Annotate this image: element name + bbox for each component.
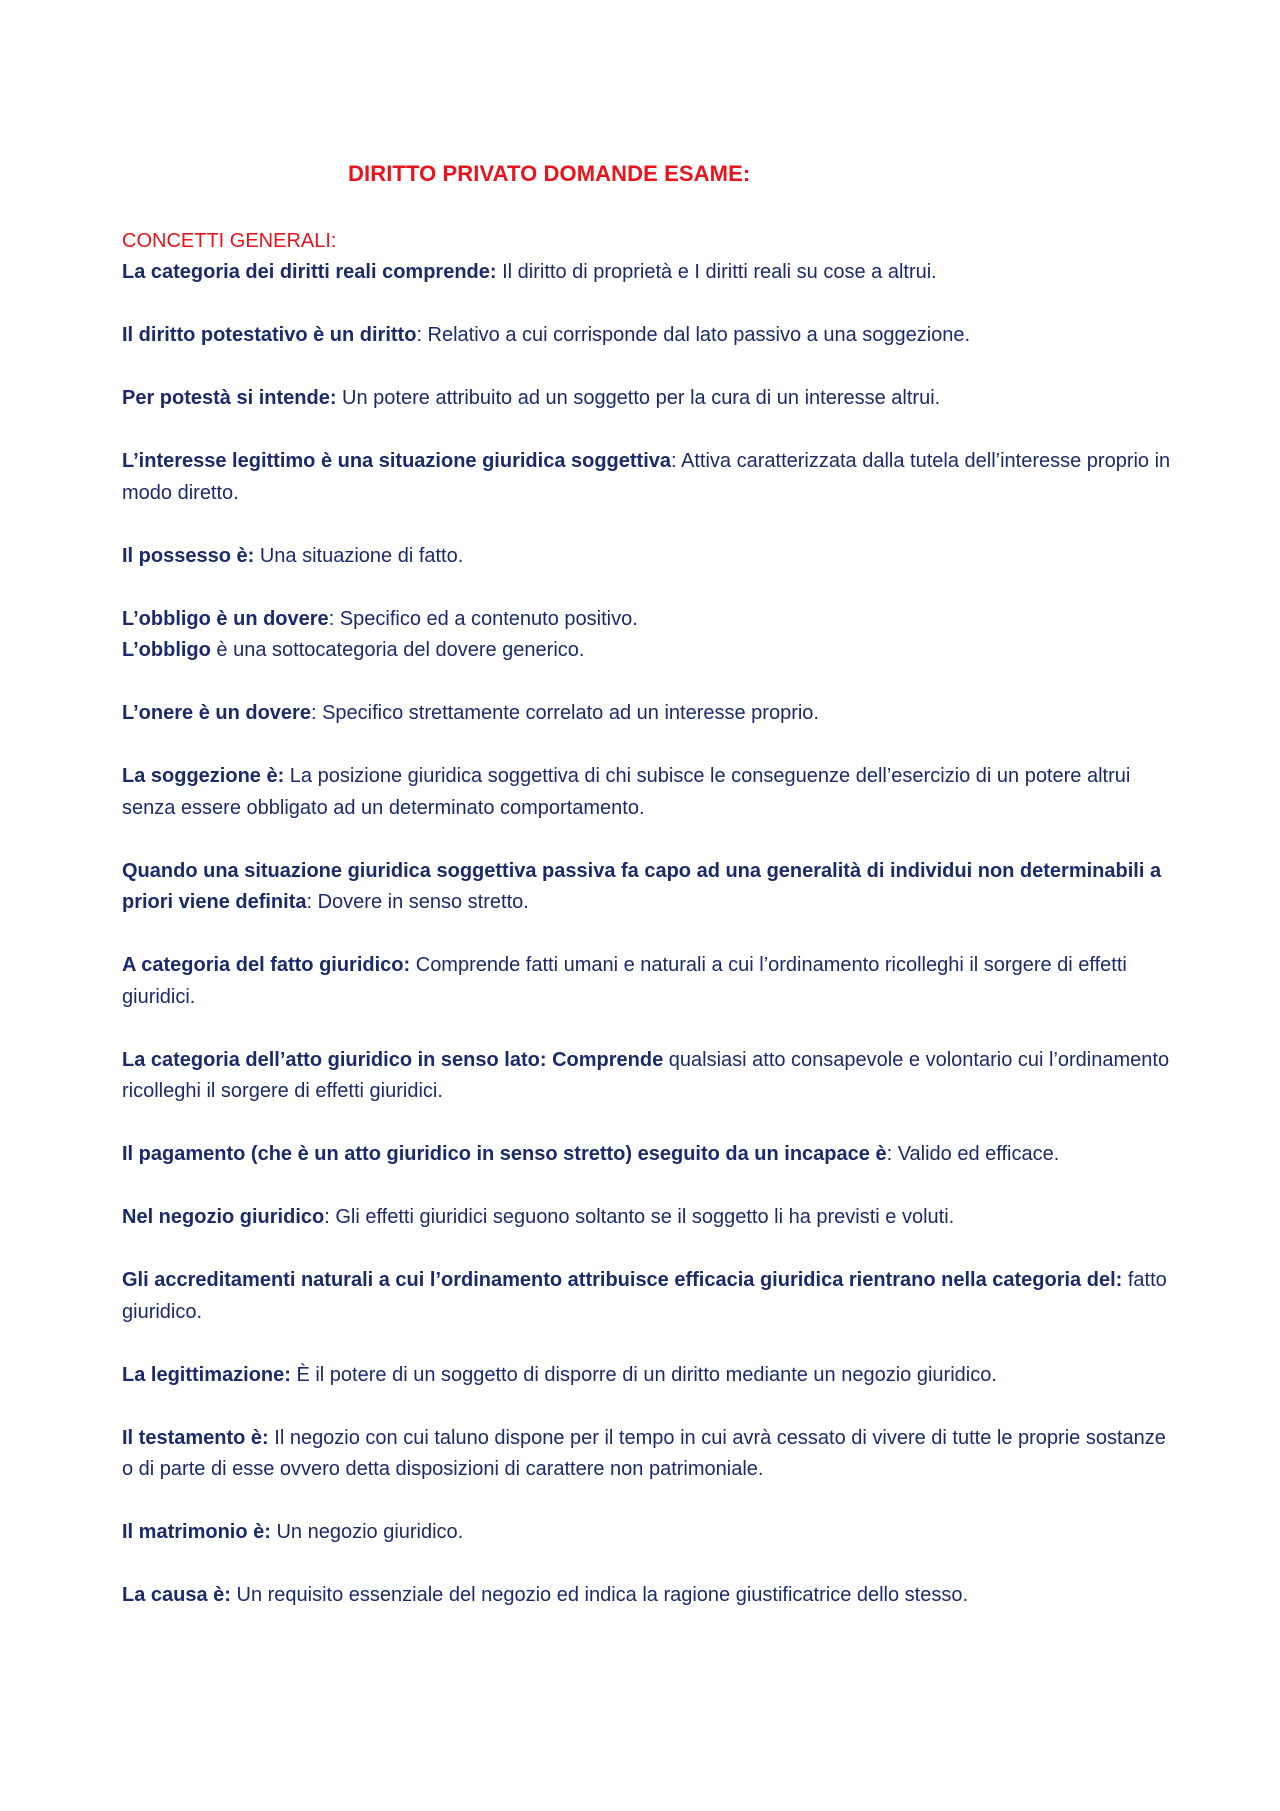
answer: Un negozio giuridico. [270, 1521, 464, 1543]
document-page [122, 160, 1172, 1643]
question: L’obbligo [122, 639, 211, 661]
question: L’onere è un dovere [122, 702, 311, 724]
qa-item [122, 1202, 1172, 1234]
question: La causa è: [122, 1584, 231, 1606]
qa-item [122, 446, 1172, 509]
question: Il testamento è: [122, 1426, 269, 1449]
answer: : Relativo a cui corrisponde dal lato passivo a una soggezione. [416, 324, 971, 346]
qa-item [122, 541, 1172, 573]
answer: È il potere di un soggetto di disporre di un diritto mediante un negozio giuridico. [290, 1363, 997, 1386]
answer: : Specifico strettamente correlato ad un interesse proprio. [310, 702, 819, 724]
question: L’obbligo è un dovere [122, 607, 329, 630]
answer: qualsiasi atto consapevole e volontario cui l’ordinamento ricolleghi il sorgere di effetti giuridici. [122, 1048, 1170, 1102]
qa-item [122, 698, 1172, 730]
answer: : Dovere in senso stretto. [306, 891, 529, 913]
qa-item [122, 1517, 1172, 1549]
question: Il matrimonio è: [122, 1521, 271, 1543]
question: Il pagamento (che è un atto giuridico in senso stretto) eseguito da un incapace è [122, 1143, 887, 1165]
answer: : Valido ed efficace. [886, 1143, 1060, 1165]
answer: Una situazione di fatto. [254, 544, 464, 567]
document-title: DIRITTO PRIVATO DOMANDE ESAME: [348, 161, 751, 186]
qa-item [122, 604, 1172, 667]
question: Il possesso è: [122, 544, 255, 567]
section-heading: CONCETTI GENERALI: [122, 230, 337, 252]
answer: Comprende fatti umani e naturali a cui l’ordinamento ricolleghi il sorgere di effetti giuridici. [122, 954, 1127, 1008]
qa-item [122, 856, 1172, 919]
answer: Un requisito essenziale del negozio ed indica la ragione giustificatrice dello stesso. [230, 1584, 969, 1606]
answer: Il diritto di proprietà e I diritti reali su cose a altrui. [496, 261, 937, 283]
question: La categoria dell’atto giuridico in senso lato: Comprende [122, 1048, 664, 1071]
question: Per potestà si intende: [122, 387, 337, 409]
qa-item [122, 1423, 1172, 1486]
qa-item [122, 320, 1172, 352]
qa-line [122, 635, 1172, 667]
answer: Il negozio con cui taluno dispone per il tempo in cui avrà cessato di vivere di tutte le proprie sostanze o di parte di esse ovvero detta disposizioni di carattere non patrimoniale. [122, 1426, 1166, 1480]
answer: : Attiva caratterizzata dalla tutela dell’interesse proprio in modo diretto. [122, 450, 1171, 504]
answer: Un potere attribuito ad un soggetto per la cura di un interesse altrui. [336, 387, 941, 409]
answer: è una sottocategoria del dovere generico. [210, 639, 585, 661]
question: La soggezione è: [122, 765, 285, 787]
qa-item [122, 1360, 1172, 1392]
qa-item [122, 1139, 1172, 1171]
question: Nel negozio giuridico [122, 1206, 325, 1228]
answer: : Specifico ed a contenuto positivo. [328, 607, 638, 630]
question: La categoria dei diritti reali comprende: [122, 261, 497, 283]
qa-item [122, 1580, 1172, 1612]
question: Il diritto potestativo è un diritto [122, 324, 417, 346]
qa-item [122, 950, 1172, 1013]
qa-line [122, 604, 1172, 636]
qa-item [122, 1265, 1172, 1328]
question: La legittimazione: [122, 1363, 291, 1386]
question: Gli accreditamenti naturali a cui l’ordinamento attribuisce efficacia giuridica rientrano nella categoria del: [122, 1269, 1123, 1291]
question: Quando una situazione giuridica soggettiva passiva fa capo ad una generalità di individui non determinabili a priori viene definita [122, 859, 1162, 913]
answer: fatto giuridico. [122, 1269, 1167, 1323]
qa-item [122, 257, 1172, 289]
qa-item [122, 383, 1172, 415]
question: L’interesse legittimo è una situazione giuridica soggettiva [122, 450, 672, 472]
answer: : Gli effetti giuridici seguono soltanto se il soggetto li ha previsti e voluti. [324, 1206, 955, 1228]
question: A categoria del fatto giuridico: [122, 954, 411, 976]
qa-item [122, 1045, 1172, 1108]
qa-item [122, 761, 1172, 824]
answer: La posizione giuridica soggettiva di chi subisce le conseguenze dell’esercizio di un potere altrui senza essere obbligato ad un determinato comportamento. [122, 765, 1131, 819]
